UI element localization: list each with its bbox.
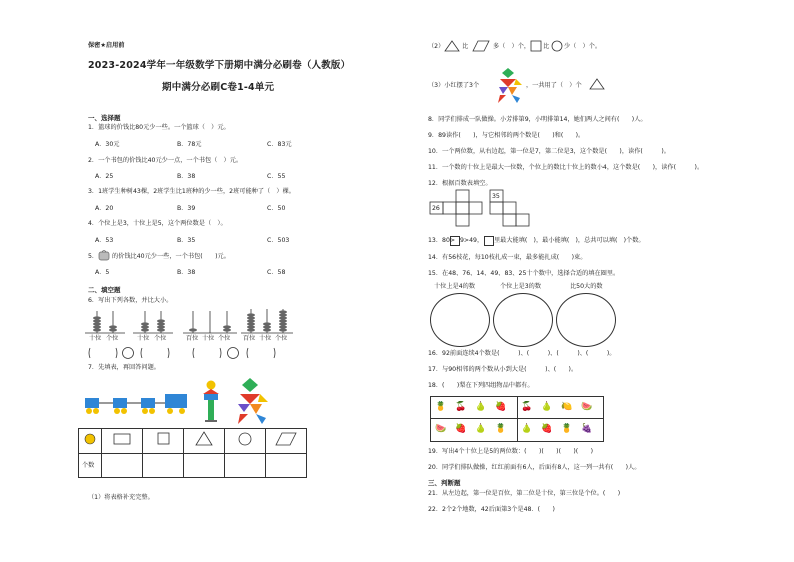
answer-circle-gt-50[interactable] <box>556 293 616 347</box>
q7-part2-less: 少（ ）个。 <box>564 43 602 50</box>
square-icon <box>530 40 542 52</box>
abacus2-label-ones: 个位 <box>154 335 167 342</box>
q7-part1-text: （1）将表格补充完整。 <box>88 494 154 501</box>
q19-text: 19．写出4个十位上是5的两位数：( )( )( )( ) <box>428 448 593 455</box>
triangle-icon <box>589 78 605 90</box>
q5-opt-a: A．5 <box>95 269 110 276</box>
train-figure <box>83 394 193 416</box>
q16-text: 16．92前面连续4个数是( )、( )、( )、( )。 <box>428 350 616 357</box>
q5-text: 的价钱比40元少一些，一个书包( )元。 <box>112 253 230 260</box>
q2-opt-b: B．38 <box>177 173 196 180</box>
q9-text: 9．89读作( )，与它相邻的两个数是( )和( )。 <box>428 132 585 139</box>
abacus4-label-tens: 十位 <box>259 335 272 342</box>
q12-text: 12．根据百数表填空。 <box>428 180 492 187</box>
q13-prefix: 13．80> <box>428 237 456 244</box>
q13-box-2[interactable] <box>484 236 494 246</box>
q7-part2-than1: 比 <box>462 43 469 50</box>
q7-part3-text: （3）小红摆了3个 <box>428 82 480 89</box>
q3-text: 3．1班学生种树43棵，2班学生比1班种的少一些，2班可能种了（ ）棵。 <box>88 188 295 195</box>
q4-opt-c: C．503 <box>267 237 290 244</box>
abacus3-label-ones: 个位 <box>218 335 231 342</box>
section-choice: 一、选择题 <box>88 114 121 122</box>
circle-label-ones-3: 个位上是3的数 <box>500 283 542 290</box>
strawberry-icon: 🍓 <box>495 402 507 412</box>
pear-icon: 🍐 <box>521 424 533 434</box>
fruit-grid <box>430 396 604 442</box>
abacus4-label-hundreds: 百位 <box>243 335 256 342</box>
q13-mid: 9>49， <box>460 237 484 244</box>
watermelon-icon: 🍉 <box>581 402 593 412</box>
secret-label: 保密★启用前 <box>88 42 125 49</box>
q13-suffix: 里最大能填( )，最小能填( )，总共可以填( )个数。 <box>494 237 645 244</box>
parallelogram-icon <box>472 40 490 52</box>
q2-opt-a: A．25 <box>95 173 114 180</box>
strawberry-icon: 🍓 <box>541 424 553 434</box>
abacus1-label-ones: 个位 <box>106 335 119 342</box>
exam-title: 2023-2024学年一年级数学下册期中满分必刷卷（人教版） <box>88 60 351 71</box>
watermelon-icon: 🍉 <box>435 424 447 434</box>
circle-label-gt-50: 比50大的数 <box>570 283 603 290</box>
triangle-shape-icon <box>184 429 224 449</box>
q14-text: 14．有56枝花，每10枝扎成一束，最多能扎成( )束。 <box>428 254 587 261</box>
q3-opt-a: A．20 <box>95 205 114 212</box>
table-cell-blank[interactable] <box>266 454 307 478</box>
robot-figure <box>200 380 222 424</box>
q11-text: 11．一个数的十位上是最大一位数，个位上的数比十位上的数小4，这个数是( )，读作( )。 <box>428 164 704 171</box>
q1-text: 1．篮球的价钱比80元少一些。一个篮球（ ）元。 <box>88 124 230 131</box>
q7-part2-than2: 比 <box>543 43 550 50</box>
answer-circle-ones-3[interactable] <box>493 293 553 347</box>
q2-opt-c: C．55 <box>267 173 286 180</box>
pear-icon: 🍐 <box>475 424 487 434</box>
q5-opt-b: B．38 <box>177 269 196 276</box>
q5-number: 5． <box>88 253 99 260</box>
q3-opt-c: C．50 <box>267 205 286 212</box>
section-judge: 三、判断题 <box>428 479 461 487</box>
table-row-label: 个数 <box>79 454 102 478</box>
abacus3-label-tens: 十位 <box>202 335 215 342</box>
q7-part3-used: ，一共用了（ ）个 <box>526 82 582 89</box>
q20-text: 20．同学们排队做操，红红前面有6人，后面有8人，这一列一共有( )人。 <box>428 464 641 471</box>
pineapple-icon: 🍍 <box>561 424 573 434</box>
q18-text: 18．( )梨在下列四组物品中都有。 <box>428 382 534 389</box>
q13-box-1[interactable] <box>450 236 460 246</box>
table-cell-blank[interactable] <box>143 454 184 478</box>
exam-subtitle: 期中满分必刷C卷1-4单元 <box>162 82 275 93</box>
hundreds-chart-fragment <box>428 190 538 230</box>
abacus2-label-tens: 十位 <box>137 335 150 342</box>
table-cell-blank[interactable] <box>184 454 225 478</box>
q17-text: 17．与90相邻的两个数从小到大是( )、( )。 <box>428 366 578 373</box>
circle-shape-icon <box>79 429 101 449</box>
q7-part2-more: 多（ ）个， <box>493 43 531 50</box>
q2-text: 2．一个书包的价钱比40元少一点，一个书包（ ）元。 <box>88 157 243 164</box>
shape-count-table <box>78 428 307 478</box>
pear-icon: 🍐 <box>475 402 487 412</box>
parallelogram-shape-icon <box>266 429 306 449</box>
q1-opt-b: B．78元 <box>177 141 202 148</box>
pear-icon: 🍐 <box>541 402 553 412</box>
q22-text: 22．2个2个地数，42后面第3个是48．( ) <box>428 506 555 513</box>
q7-part2-num: （2） <box>428 43 445 50</box>
circle-icon <box>551 40 563 52</box>
abacus3-label-hundreds: 百位 <box>186 335 199 342</box>
q8-text: 8．同学们排成一队做操。小芳排第9，小明排第14，她们两人之间有( )人。 <box>428 116 647 123</box>
q1-opt-c: C．83元 <box>267 141 292 148</box>
cherry-icon: 🍒 <box>521 402 533 412</box>
q21-text: 21．从左边起，第一位是百位，第二位是十位，第三位是个位。( ) <box>428 490 621 497</box>
schoolbag-icon <box>98 249 110 261</box>
answer-circle-tens-4[interactable] <box>430 293 490 347</box>
triangle-icon <box>444 40 460 52</box>
square-shape-icon <box>143 429 183 449</box>
q4-opt-b: B．35 <box>177 237 196 244</box>
cherry-icon: 🍒 <box>455 402 467 412</box>
q10-text: 10．一个两位数，从右边起，第一位是7，第二位是3，这个数是( )，读作( )。 <box>428 148 670 155</box>
strawberry-icon: 🍓 <box>455 424 467 434</box>
circle-outline-shape-icon <box>225 429 265 449</box>
abacus1-label-tens: 十位 <box>89 335 102 342</box>
q3-opt-b: B．39 <box>177 205 196 212</box>
q7-text: 7．先填表，再回答问题。 <box>88 364 160 371</box>
grapes-icon: 🍇 <box>581 424 593 434</box>
table-cell-blank[interactable] <box>102 454 143 478</box>
compare-blanks <box>88 346 298 360</box>
q15-text: 15．在48、76、14、49、83、25十个数中，选择合适的填在圈里。 <box>428 270 620 277</box>
abacus4-label-ones: 个位 <box>275 335 288 342</box>
q1-opt-a: A．30元 <box>95 141 120 148</box>
pineapple-icon: 🍍 <box>435 402 447 412</box>
q4-opt-a: A．53 <box>95 237 114 244</box>
q5-opt-c: C．58 <box>267 269 286 276</box>
tangram-figure <box>234 378 270 426</box>
q6-text: 6．写出下列各数，并比大小。 <box>88 297 173 304</box>
tangram-small-figure <box>496 68 522 104</box>
grid-number-35: 35 <box>492 193 500 200</box>
rectangle-shape-icon <box>102 429 142 449</box>
circle-label-tens-4: 十位上是4的数 <box>434 283 476 290</box>
pineapple-icon: 🍍 <box>495 424 507 434</box>
section-fill: 二、填空题 <box>88 286 121 294</box>
table-cell-blank[interactable] <box>225 454 266 478</box>
lemon-icon: 🍋 <box>561 402 573 412</box>
grid-number-26: 26 <box>432 205 440 212</box>
q4-text: 4．个位上是3，十位上是5，这个两位数是（ ）。 <box>88 220 227 227</box>
